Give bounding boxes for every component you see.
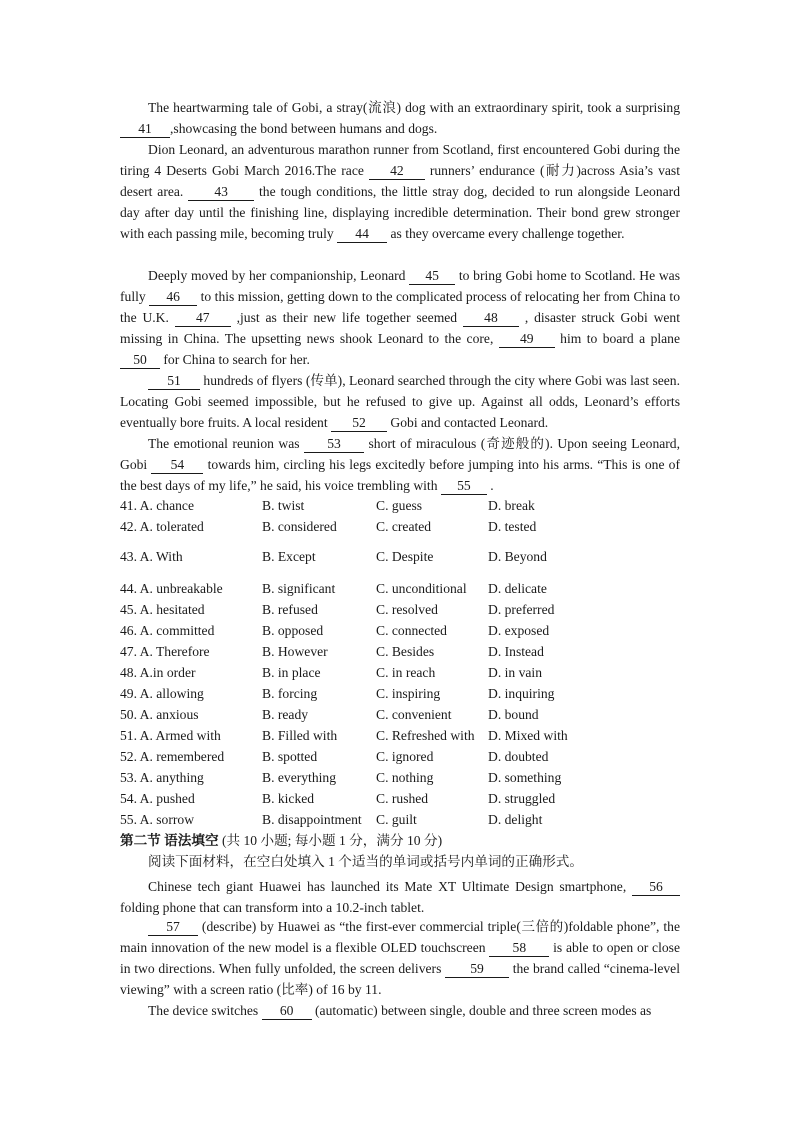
option-c[interactable]: C. unconditional	[376, 581, 467, 596]
option-b[interactable]: B. in place	[262, 665, 321, 680]
option-row-55	[120, 812, 680, 832]
text: short of miraculous (奇迹般的). Upon seeing Leonard, Gobi	[120, 436, 680, 472]
blank-51[interactable]: 51	[148, 372, 200, 390]
option-row-50	[120, 707, 680, 727]
option-b[interactable]: B. refused	[262, 602, 318, 617]
blank-54[interactable]: 54	[151, 456, 203, 474]
option-a[interactable]: 44. A. unbreakable	[120, 581, 223, 596]
blank-46[interactable]: 46	[149, 288, 197, 306]
option-d[interactable]: D. doubted	[488, 749, 549, 764]
option-a[interactable]: 42. A. tolerated	[120, 519, 204, 534]
option-c[interactable]: C. inspiring	[376, 686, 441, 701]
passage-paragraph-4	[120, 370, 680, 433]
passage-paragraph-1	[120, 97, 680, 139]
grammar-paragraph-2	[120, 916, 680, 1000]
text: the brand called “cinema-level viewing” with a screen ratio (比率) of 16 by 11.	[120, 961, 680, 997]
option-b[interactable]: B. forcing	[262, 686, 318, 701]
section-scoring-note: (共 10 小题; 每小题 1 分，满分 10 分)	[218, 833, 443, 848]
blank-43[interactable]: 43	[188, 183, 254, 201]
option-c[interactable]: C. guilt	[376, 812, 417, 827]
blank-58[interactable]: 58	[489, 939, 549, 957]
option-a[interactable]: 48. A.in order	[120, 665, 196, 680]
option-b[interactable]: B. twist	[262, 498, 305, 513]
option-b[interactable]: B. considered	[262, 519, 337, 534]
option-a[interactable]: 45. A. hesitated	[120, 602, 205, 617]
option-row-42	[120, 519, 680, 539]
option-b[interactable]: B. ready	[262, 707, 309, 722]
section-heading	[120, 831, 680, 851]
option-row-47	[120, 644, 680, 664]
text: is able to open or close in two directions. When fully unfolded, the screen delivers	[120, 940, 680, 976]
option-a[interactable]: 47. A. Therefore	[120, 644, 210, 659]
blank-56[interactable]: 56	[632, 878, 680, 896]
option-c[interactable]: C. nothing	[376, 770, 434, 785]
blank-52[interactable]: 52	[331, 414, 387, 432]
blank-53[interactable]: 53	[304, 435, 364, 453]
option-c[interactable]: C. Despite	[376, 549, 434, 564]
option-row-45	[120, 602, 680, 622]
option-b[interactable]: B. disappointment	[262, 812, 362, 827]
option-c[interactable]: C. Refreshed with	[376, 728, 475, 743]
option-d[interactable]: D. delicate	[488, 581, 547, 596]
option-a[interactable]: 49. A. allowing	[120, 686, 204, 701]
text: (automatic) between single, double and three screen modes as	[311, 1003, 652, 1018]
blank-49[interactable]: 49	[499, 330, 555, 348]
option-row-52	[120, 749, 680, 769]
option-c[interactable]: C. connected	[376, 623, 447, 638]
option-a[interactable]: 41. A. chance	[120, 498, 194, 513]
option-d[interactable]: D. delight	[488, 812, 543, 827]
blank-47[interactable]: 47	[175, 309, 231, 327]
grammar-paragraph-3	[120, 1000, 680, 1021]
option-b[interactable]: B. everything	[262, 770, 336, 785]
option-d[interactable]: D. preferred	[488, 602, 555, 617]
blank-50[interactable]: 50	[120, 351, 160, 369]
blank-41[interactable]: 41	[120, 120, 170, 138]
option-c[interactable]: C. guess	[376, 498, 423, 513]
text: ,showcasing the bond between humans and dogs.	[170, 121, 438, 136]
option-d[interactable]: D. exposed	[488, 623, 550, 638]
option-d[interactable]: D. break	[488, 498, 535, 513]
option-row-43	[120, 549, 680, 569]
option-a[interactable]: 55. A. sorrow	[120, 812, 195, 827]
text: him to board a plane	[554, 331, 681, 346]
option-row-44	[120, 581, 680, 601]
blank-45[interactable]: 45	[409, 267, 455, 285]
grammar-paragraph-1	[120, 876, 680, 918]
text: towards him, circling his legs excitedly before jumping into his arms. “This is one of the best days of my life,” he said, his voice trembling with	[120, 457, 680, 493]
option-c[interactable]: C. created	[376, 519, 432, 534]
text: Gobi and contacted Leonard.	[387, 415, 549, 430]
text: .	[486, 478, 494, 493]
option-d[interactable]: D. inquiring	[488, 686, 555, 701]
option-row-53	[120, 770, 680, 790]
blank-48[interactable]: 48	[463, 309, 519, 327]
option-a[interactable]: 51. A. Armed with	[120, 728, 221, 743]
option-a[interactable]: 43. A. With	[120, 549, 183, 564]
passage-paragraph-5	[120, 433, 680, 496]
option-row-49	[120, 686, 680, 706]
text: for China to search for her.	[160, 352, 310, 367]
option-b[interactable]: B. Except	[262, 549, 316, 564]
text: The device switches	[148, 1003, 262, 1018]
text: Deeply moved by her companionship, Leonard	[148, 268, 410, 283]
text: , disaster struck Gobi went missing in China. The upsetting news shook Leonard to the core,	[120, 310, 681, 346]
blank-60[interactable]: 60	[262, 1002, 312, 1020]
option-d[interactable]: D. Instead	[488, 644, 544, 659]
option-c[interactable]: C. resolved	[376, 602, 438, 617]
option-b[interactable]: B. Filled with	[262, 728, 338, 743]
text: as they overcame every challenge together.	[387, 226, 625, 241]
text: folding phone that can transform into a 10.2-inch tablet.	[120, 900, 425, 915]
section-instruction	[120, 851, 680, 872]
passage-paragraph-2	[120, 139, 680, 244]
option-d[interactable]: D. tested	[488, 519, 537, 534]
option-row-46	[120, 623, 680, 643]
option-b[interactable]: B. However	[262, 644, 328, 659]
option-a[interactable]: 53. A. anything	[120, 770, 204, 785]
text: (describe) by Huawei as “the first-ever commercial triple(三倍的)foldable phone”, the main innovation of the new model is a flexible OLED touchscreen	[120, 919, 680, 955]
option-d[interactable]: D. in vain	[488, 665, 542, 680]
option-c[interactable]: C. ignored	[376, 749, 434, 764]
option-a[interactable]: 50. A. anxious	[120, 707, 199, 722]
option-a[interactable]: 54. A. pushed	[120, 791, 195, 806]
instruction-text: 阅读下面材料，在空白处填入 1 个适当的单词或括号内单词的正确形式。	[148, 854, 583, 869]
blank-42[interactable]: 42	[369, 162, 425, 180]
option-row-54	[120, 791, 680, 811]
option-c[interactable]: C. Besides	[376, 644, 435, 659]
blank-55[interactable]: 55	[441, 477, 487, 495]
option-a[interactable]: 52. A. remembered	[120, 749, 225, 764]
option-row-51	[120, 728, 680, 748]
option-row-41	[120, 498, 680, 518]
option-c[interactable]: C. convenient	[376, 707, 452, 722]
option-c[interactable]: C. in reach	[376, 665, 436, 680]
text: to this mission, getting down to the complicated process of relocating her from China to the U.K.	[120, 289, 680, 325]
option-a[interactable]: 46. A. committed	[120, 623, 215, 638]
section-title: 第二节 语法填空	[120, 833, 219, 848]
option-b[interactable]: B. kicked	[262, 791, 315, 806]
text: runners’ endurance (耐力)across Asia’s vast desert area.	[120, 163, 680, 199]
option-b[interactable]: B. significant	[262, 581, 336, 596]
option-d[interactable]: D. bound	[488, 707, 539, 722]
option-d[interactable]: D. Beyond	[488, 549, 547, 564]
option-d[interactable]: D. something	[488, 770, 562, 785]
option-c[interactable]: C. rushed	[376, 791, 429, 806]
text: Dion Leonard, an adventurous marathon runner from Scotland, first encountered Gobi during the tiring 4 Deserts Gobi March 2016.The race	[120, 142, 680, 178]
text: to bring Gobi home to Scotland. He was fully	[120, 268, 680, 304]
text: The heartwarming tale of Gobi, a stray(流浪) dog with an extraordinary spirit, took a surprising	[148, 100, 680, 115]
option-b[interactable]: B. spotted	[262, 749, 318, 764]
passage-paragraph-3	[120, 265, 680, 370]
option-b[interactable]: B. opposed	[262, 623, 324, 638]
text: the tough conditions, the little stray dog, decided to run alongside Leonard day after day until the finishing line, displaying incredible determination. Their bond grew stronger with each passing mile, becoming truly	[120, 184, 680, 241]
text: The emotional reunion was	[148, 436, 305, 451]
text: hundreds of flyers (传单), Leonard searched through the city where Gobi was last seen. Locating Gobi seemed impossible, but he refused to give up. Against all odds, Leonard’s efforts eventually bore fruits. A local resident	[120, 373, 680, 430]
blank-44[interactable]: 44	[337, 225, 387, 243]
text: ,just as their new life together seemed	[230, 310, 463, 325]
option-row-48	[120, 665, 680, 685]
text: Chinese tech giant Huawei has launched its Mate XT Ultimate Design smartphone,	[148, 879, 632, 894]
option-d[interactable]: D. Mixed with	[488, 728, 568, 743]
blank-57[interactable]: 57	[148, 918, 198, 936]
option-d[interactable]: D. struggled	[488, 791, 556, 806]
blank-59[interactable]: 59	[445, 960, 509, 978]
